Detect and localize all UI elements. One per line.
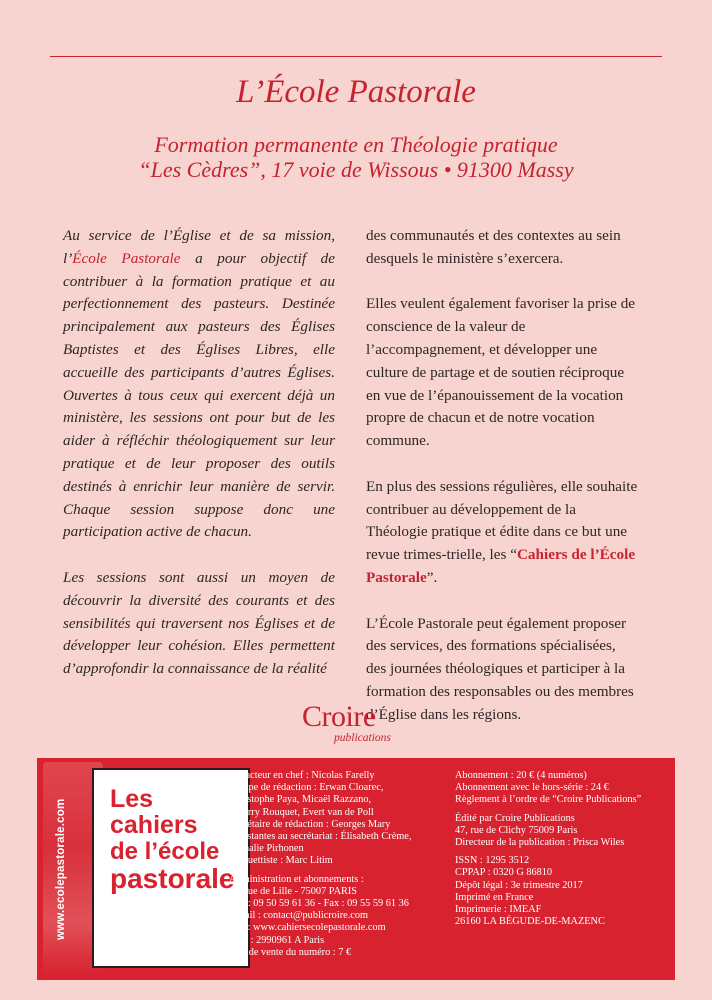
logo-sub: publications: [334, 732, 391, 744]
logo-name: Croire: [302, 700, 376, 733]
colophon-banner: [37, 758, 675, 980]
left-column: [63, 225, 335, 704]
info-line: Équipe de rédaction : Erwan Cloarec,: [229, 782, 384, 794]
info-line: e-mail : contact@publicroire.com: [229, 910, 368, 922]
cover-line-1: Les cahiers: [110, 785, 198, 840]
info-line: Nathalie Pirhonen: [229, 843, 304, 855]
vertical-url: www.ecolepastorale.com: [55, 798, 67, 940]
right-column: [366, 225, 638, 749]
subtitle-line-1: Formation permanente en Théologie pratique: [154, 132, 558, 157]
info-line: Rédacteur en chef : Nicolas Farelly: [229, 770, 375, 781]
cahiers-cover-logo: [92, 768, 250, 968]
info-line: Édité par Croire Publications: [455, 812, 575, 824]
subtitle-line-2: “Les Cèdres”, 17 voie de Wissous • 91300 Massy: [138, 157, 574, 182]
right-paragraph-2: Elles veulent également favoriser la prise de conscience de la valeur de l’accompagnement, et développer une culture de partage et de soutien réciproque en vue de l’épanouissement de la vocation propre de chacun et de notre vocation commune.: [366, 295, 636, 450]
page-subtitle: [0, 132, 712, 182]
info-line: Directeur de la publication : Prisca Wiles: [455, 837, 625, 849]
cahiers-highlight: Cahiers de l’École Pastorale: [366, 546, 636, 586]
info-line: Assistantes au secrétariat : Élisabeth Crème,: [229, 831, 412, 843]
info-line: ISSN : 1295 3512: [455, 855, 530, 867]
info-line: 26160 LA BÉGUDE-DE-MAZENC: [455, 916, 605, 928]
colophon-column-1: [229, 770, 434, 959]
croire-logo: [302, 700, 412, 746]
left-paragraph-2: Les sessions sont aussi un moyen de découvrir la diversité des courants et des sensibilités qui traversent nos Églises et de développer leur cohésion. Elles permettent d’approfondir la connaissance de la réalité: [63, 568, 335, 678]
cover-text: [110, 786, 242, 893]
cover-line-2: de l’école: [110, 837, 220, 865]
left-paragraph-1: [63, 225, 335, 544]
info-line: Secrétaire de rédaction : Georges Mary: [229, 818, 391, 830]
right-paragraph-3: [366, 476, 638, 590]
right-paragraph-1: des communautés et des contextes au sein desquels le ministère s’exercera.: [366, 227, 621, 267]
ecole-pastorale-highlight: École Pastorale: [72, 249, 181, 267]
info-line: Règlement à l’ordre de “Croire Publications”: [455, 794, 642, 806]
info-line: Dépôt légal : 3e trimestre 2017: [455, 879, 583, 891]
info-line: 48, rue de Lille - 75007 PARIS: [229, 885, 358, 897]
info-line: Tél. : 09 50 59 61 36 - Fax : 09 55 59 61 36: [229, 898, 409, 910]
right-paragraph-4: L’École Pastorale peut également proposer des services, des formations spécialisées, des journées théologiques et participer à la formation des responsables ou des membres d’Église dans les régions.: [366, 614, 634, 723]
info-line: Imprimé en France: [455, 891, 534, 903]
info-line: CPPAP : 0320 G 86810: [455, 867, 553, 879]
info-line: Christophe Paya, Micaël Razzano,: [229, 794, 372, 806]
info-line: Administration et abonnements :: [229, 873, 364, 885]
info-line: Site : www.cahiersecolepastorale.com: [229, 922, 386, 934]
info-line: 47, rue de Clichy 75009 Paris: [455, 824, 578, 836]
p1-text-end: a pour objectif de contribuer à la formation pratique et au perfectionnement des pasteurs. Destinée principalement aux pasteurs des Églises Baptistes et des Églises Libres, elle accueille des participants d’autres Églises. Ouvertes à tous ceux qui exercent déjà un ministère, les sessions ont pour but de les aider à réfléchir théologiquement sur leur pratique et de leur proposer des outils destinés à enrichir leur manière de servir. Chaque session suppose donc une participation active de chacun.: [63, 249, 335, 541]
page-title: L’École Pastorale: [236, 74, 476, 110]
p3-text-start: En plus des sessions régulières, elle souhaite contribuer au développement de la Théologie pratique et édite dans ce but une revue trimes-trielle, les “: [366, 477, 638, 564]
info-line: Abonnement avec le hors-série : 24 €: [455, 782, 609, 794]
info-line: Imprimerie : IMEAF: [455, 904, 542, 916]
top-rule: [50, 56, 662, 57]
info-line: CCP : 2990961 A Paris: [229, 934, 325, 946]
p3-text-end: ”.: [426, 568, 438, 586]
info-line: Prix de vente du numéro : 7 €: [229, 946, 352, 958]
p1-text-start: Au service de l’Église et de sa mission, l’: [63, 227, 335, 267]
cover-line-3: pastorale: [110, 862, 235, 894]
info-line: Maquettiste : Marc Litim: [229, 855, 333, 867]
colophon-column-2: [455, 770, 670, 928]
info-line: Thierry Rouquet, Evert van de Poll: [229, 806, 374, 818]
info-line: Abonnement : 20 € (4 numéros): [455, 770, 587, 781]
